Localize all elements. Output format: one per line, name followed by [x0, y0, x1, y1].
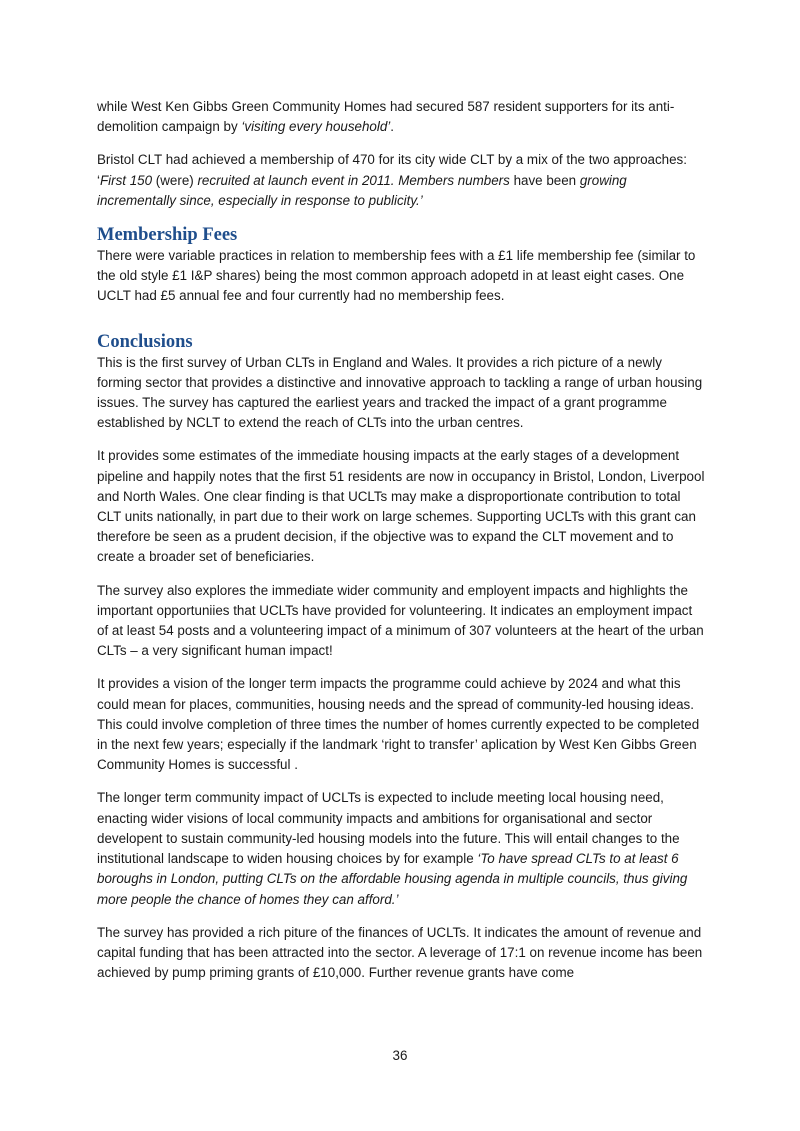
- quote-text: ‘To have spread CLTs to at least 6 boroughs in London, putting CLTs on the affordable housing agenda in multiple councils, thus giving more people the chance of homes they can afford.’: [97, 851, 688, 907]
- quote-text: ‘visiting every household’: [241, 119, 391, 135]
- quote-text: First 150: [99, 172, 153, 188]
- paragraph-bristol: [97, 150, 707, 211]
- paragraph-west-ken: [97, 97, 707, 137]
- paragraph-text: while West Ken Gibbs Green Community Homes had secured 587 resident supporters for its anti-demolition campaign by: [97, 99, 675, 135]
- paragraph-membership: There were variable practices in relation to membership fees with a £1 life membership fee (similar to the old style £1 I&P shares) being the most common approach adopetd in at least eight cases. One UCLT had £5 annual fee and four currently had no membership fees.: [97, 248, 696, 304]
- paragraph-conclusions-1: This is the first survey of Urban CLTs in England and Wales. It provides a rich picture of a newly forming sector that provides a distinctive and innovative approach to tackling a range of urban housing issues. The survey has captured the earliest years and tracked the impact of a grant programme established by NCLT to extend the reach of CLTs into the urban centres.: [97, 354, 703, 431]
- section-heading-membership-fees: Membership Fees: [97, 225, 238, 246]
- paragraph-conclusions-4: It provides a vision of the longer term impacts the programme could achieve by 2024 and what this could mean for places, communities, housing needs and the spread of community-led housing ideas. This could involve completion of three times the number of homes currently expected to be completed in the next few years; especially if the landmark ‘right to transfer’ aplication by West Ken Gibbs Green Community Homes is successful .: [97, 676, 700, 773]
- paragraph-text: (were): [152, 172, 198, 188]
- page-body: [97, 97, 707, 996]
- page-number: 36: [392, 1048, 408, 1063]
- paragraph-text: Bristol CLT had achieved a membership of 470 for its city wide CLT by a mix of the two approaches: ‘: [97, 152, 687, 188]
- paragraph-conclusions-5: [97, 788, 707, 909]
- paragraph-text: .: [390, 119, 395, 135]
- quote-text: growing incrementally since, especially in response to publicity.’: [97, 172, 627, 208]
- quote-text: recruited at launch event in 2011. Members numbers: [197, 172, 510, 188]
- paragraph-text: have been: [509, 172, 580, 188]
- paragraph-conclusions-3: The survey also explores the immediate wider community and employent impacts and highlights the important opportuniies that UCLTs have provided for volunteering. It indicates an employment impact of at least 54 posts and a volunteering impact of a minimum of 307 volunteers at the heart of the urban CLTs – a very significant human impact!: [97, 582, 704, 659]
- paragraph-conclusions-2: It provides some estimates of the immediate housing impacts at the early stages of a development pipeline and happily notes that the first 51 residents are now in occupancy in Bristol, London, Liverpool and North Wales. One clear finding is that UCLTs may make a disproportionate contribution to total CLT units nationally, in part due to their work on large schemes. Supporting UCLTs with this grant can therefore be seen as a prudent decision, if the objective was to expand the CLT movement and to create a broader set of beneficiaries.: [97, 448, 705, 565]
- paragraph-conclusions-6: The survey has provided a rich piture of the finances of UCLTs. It indicates the amount of revenue and capital funding that has been attracted into the sector. A leverage of 17:1 on revenue income has been achieved by pump priming grants of £10,000. Further revenue grants have come: [97, 924, 703, 981]
- section-heading-conclusions: Conclusions: [97, 331, 193, 352]
- paragraph-text: The longer term community impact of UCLTs is expected to include meeting local housing need, enacting wider visions of local community impacts and ambitions for organisational and sector developent to sustain community-led housing models into the future. This will entail changes to the institutional landscape to widen housing choices by for example: [97, 790, 680, 867]
